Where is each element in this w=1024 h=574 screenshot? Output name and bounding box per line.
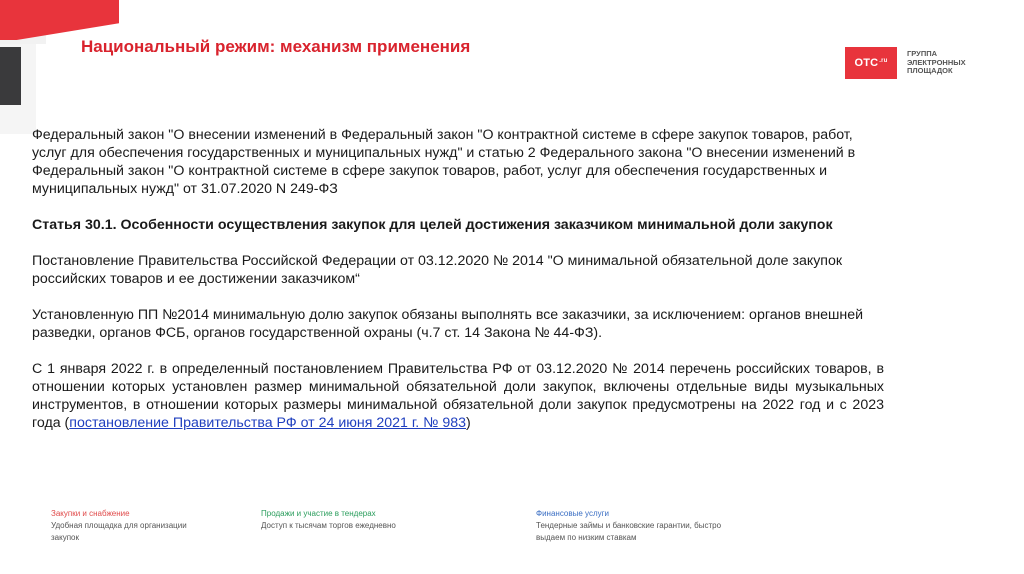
logo xyxy=(845,47,987,79)
exceptions-paragraph: Установленную ПП №2014 минимальную долю закупок обязаны выполнять все заказчики, за исключением: органов внешней разведки, органов ФСБ, органов государственной охраны (ч.7 ст. 14 Закона № 44-ФЗ). xyxy=(32,307,864,341)
logo-box-text: OTC xyxy=(854,57,879,69)
footer-sales-title: Продажи и участие в тендерах xyxy=(261,509,376,518)
instruments-end: ) xyxy=(466,415,471,431)
article-heading: Статья 30.1. Особенности осуществления закупок для целей достижения заказчиком минимальной доли закупок xyxy=(32,217,833,233)
main-content xyxy=(32,126,884,450)
footer-finance-desc: Тендерные займы и банковские гарантии, быстро выдаем по низким ставкам xyxy=(536,521,722,542)
footer-sales-desc: Доступ к тысячам торгов ежедневно xyxy=(261,521,396,530)
footer-col-sales xyxy=(261,508,411,532)
side-decoration-dark xyxy=(0,47,21,105)
instruments-paragraph xyxy=(32,360,884,432)
decree-983-link[interactable]: постановление Правительства РФ от 24 июня 2021 г. № 983 xyxy=(69,415,467,431)
footer-finance-title: Финансовые услуги xyxy=(536,509,610,518)
corner-decoration-red xyxy=(0,0,119,40)
footer-col-finance xyxy=(536,508,726,544)
law-paragraph: Федеральный закон "О внесении изменений в Федеральный закон "О контрактной системе в сфере закупок товаров, работ, услуг для обеспечения государственных и муниципальных нужд" и статью 2 Федерального закона "О внесении изменений в Федеральный закон "О контрактной системе в сфере закупок товаров, работ, услуг для обеспечения государственных и муниципальных нужд" от 31.07.2020 N 249-ФЗ xyxy=(32,127,856,197)
footer-procurement-desc: Удобная площадка для организации закупок xyxy=(51,521,187,542)
page-title: Национальный режим: механизм применения xyxy=(81,37,471,56)
logo-box xyxy=(845,47,897,79)
logo-box-suffix: .ru xyxy=(879,58,888,64)
logo-text: ГРУППА ЭЛЕКТРОННЫХ ПЛОЩАДОК xyxy=(907,49,966,76)
decree-paragraph: Постановление Правительства Российской Федерации от 03.12.2020 № 2014 "О минимальной обязательной доле закупок российских товаров и ее достижении заказчиком“ xyxy=(32,253,843,287)
footer-procurement-title: Закупки и снабжение xyxy=(51,509,130,518)
instruments-text: С 1 января 2022 г. в определенный постановлением Правительства РФ от 03.12.2020 № 2014 перечень российских товаров, в отношении которых установлен размер минимальной обязательной доли закупок, включены отдельные виды музыкальных инструментов, в отношении которых размеры минимальной обязательной доли закупок предусмотрены на 2022 год и с 2023 года ( xyxy=(32,361,884,431)
footer-col-procurement xyxy=(51,508,201,544)
